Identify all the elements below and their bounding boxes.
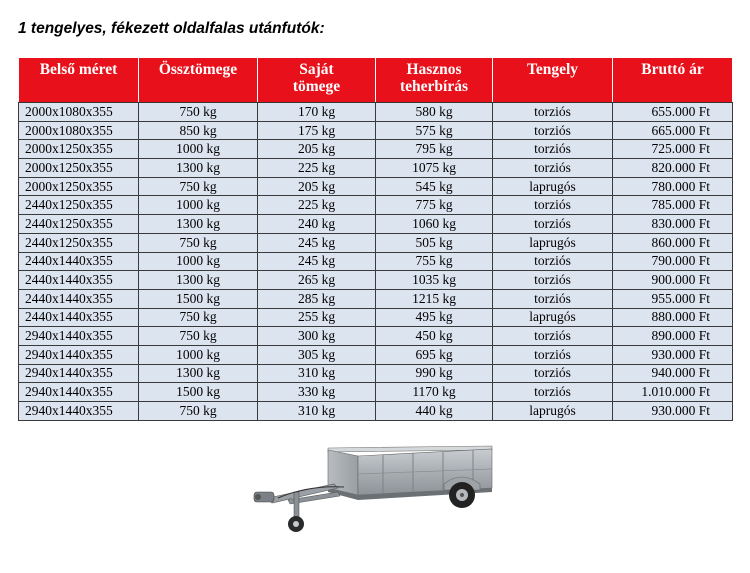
cell-hasznos-teherbiras: 1215 kg (376, 289, 493, 308)
cell-hasznos-teherbiras: 580 kg (376, 103, 493, 122)
cell-brutto-ar: 1.010.000 Ft (613, 383, 733, 402)
table-row (19, 177, 733, 196)
cell-ossztomege: 750 kg (139, 177, 258, 196)
cell-brutto-ar: 955.000 Ft (613, 289, 733, 308)
cell-ossztomege: 750 kg (139, 402, 258, 421)
cell-tengely: torziós (493, 103, 613, 122)
table-row (19, 402, 733, 421)
cell-brutto-ar: 880.000 Ft (613, 308, 733, 327)
cell-ossztomege: 1500 kg (139, 383, 258, 402)
cell-tengely: torziós (493, 196, 613, 215)
cell-tengely: torziós (493, 140, 613, 159)
table-row (19, 308, 733, 327)
cell-sajat-tomege: 245 kg (258, 252, 376, 271)
cell-brutto-ar: 930.000 Ft (613, 345, 733, 364)
cell-sajat-tomege: 305 kg (258, 345, 376, 364)
cell-tengely: torziós (493, 159, 613, 178)
cell-belso-meret: 2440x1250x355 (19, 233, 139, 252)
cell-brutto-ar: 665.000 Ft (613, 121, 733, 140)
cell-tengely: laprugós (493, 233, 613, 252)
cell-ossztomege: 1500 kg (139, 289, 258, 308)
cell-brutto-ar: 900.000 Ft (613, 271, 733, 290)
header-sajat-tomege: Saját tömege (258, 58, 376, 103)
cell-brutto-ar: 820.000 Ft (613, 159, 733, 178)
cell-hasznos-teherbiras: 495 kg (376, 308, 493, 327)
cell-sajat-tomege: 310 kg (258, 364, 376, 383)
table-row (19, 159, 733, 178)
cell-hasznos-teherbiras: 505 kg (376, 233, 493, 252)
cell-ossztomege: 1000 kg (139, 345, 258, 364)
cell-hasznos-teherbiras: 1170 kg (376, 383, 493, 402)
cell-belso-meret: 2000x1250x355 (19, 177, 139, 196)
table-row (19, 327, 733, 346)
cell-tengely: laprugós (493, 402, 613, 421)
header-ossztomege: Össztömege (139, 58, 258, 103)
cell-sajat-tomege: 265 kg (258, 271, 376, 290)
cell-belso-meret: 2440x1440x355 (19, 252, 139, 271)
cell-ossztomege: 1000 kg (139, 140, 258, 159)
cell-sajat-tomege: 330 kg (258, 383, 376, 402)
cell-ossztomege: 750 kg (139, 103, 258, 122)
cell-ossztomege: 1000 kg (139, 252, 258, 271)
cell-belso-meret: 2000x1250x355 (19, 140, 139, 159)
table-row (19, 196, 733, 215)
cell-hasznos-teherbiras: 545 kg (376, 177, 493, 196)
cell-hasznos-teherbiras: 990 kg (376, 364, 493, 383)
cell-ossztomege: 750 kg (139, 233, 258, 252)
cell-brutto-ar: 790.000 Ft (613, 252, 733, 271)
cell-sajat-tomege: 170 kg (258, 103, 376, 122)
cell-ossztomege: 750 kg (139, 327, 258, 346)
header-hasznos-teherbiras: Hasznos teherbírás (376, 58, 493, 103)
cell-sajat-tomege: 205 kg (258, 177, 376, 196)
cell-brutto-ar: 655.000 Ft (613, 103, 733, 122)
cell-sajat-tomege: 175 kg (258, 121, 376, 140)
header-brutto-ar: Bruttó ár (613, 58, 733, 103)
header-belso-meret: Belső méret (19, 58, 139, 103)
cell-sajat-tomege: 310 kg (258, 402, 376, 421)
cell-tengely: torziós (493, 327, 613, 346)
cell-hasznos-teherbiras: 695 kg (376, 345, 493, 364)
price-table (18, 57, 733, 421)
cell-ossztomege: 1300 kg (139, 159, 258, 178)
table-row (19, 140, 733, 159)
cell-tengely: torziós (493, 252, 613, 271)
cell-ossztomege: 1300 kg (139, 215, 258, 234)
cell-brutto-ar: 780.000 Ft (613, 177, 733, 196)
cell-belso-meret: 2440x1440x355 (19, 271, 139, 290)
cell-ossztomege: 1000 kg (139, 196, 258, 215)
cell-hasznos-teherbiras: 1075 kg (376, 159, 493, 178)
table-row (19, 289, 733, 308)
cell-tengely: torziós (493, 215, 613, 234)
cell-hasznos-teherbiras: 1035 kg (376, 271, 493, 290)
cell-hasznos-teherbiras: 575 kg (376, 121, 493, 140)
table-row (19, 121, 733, 140)
table-row (19, 103, 733, 122)
table-row (19, 271, 733, 290)
cell-belso-meret: 2940x1440x355 (19, 402, 139, 421)
cell-sajat-tomege: 240 kg (258, 215, 376, 234)
table-header-row (19, 58, 733, 103)
cell-hasznos-teherbiras: 450 kg (376, 327, 493, 346)
cell-tengely: torziós (493, 345, 613, 364)
cell-tengely: torziós (493, 289, 613, 308)
cell-belso-meret: 2940x1440x355 (19, 364, 139, 383)
cell-hasznos-teherbiras: 795 kg (376, 140, 493, 159)
cell-brutto-ar: 785.000 Ft (613, 196, 733, 215)
page-title: 1 tengelyes, fékezett oldalfalas utánfutók: (18, 20, 325, 37)
cell-sajat-tomege: 285 kg (258, 289, 376, 308)
cell-brutto-ar: 830.000 Ft (613, 215, 733, 234)
cell-belso-meret: 2440x1440x355 (19, 289, 139, 308)
cell-tengely: torziós (493, 121, 613, 140)
cell-hasznos-teherbiras: 1060 kg (376, 215, 493, 234)
cell-sajat-tomege: 205 kg (258, 140, 376, 159)
trailer-photo-icon (248, 440, 498, 540)
cell-ossztomege: 1300 kg (139, 271, 258, 290)
cell-hasznos-teherbiras: 775 kg (376, 196, 493, 215)
table-row (19, 233, 733, 252)
cell-belso-meret: 2440x1250x355 (19, 215, 139, 234)
table-row (19, 215, 733, 234)
cell-belso-meret: 2940x1440x355 (19, 383, 139, 402)
cell-tengely: torziós (493, 271, 613, 290)
cell-belso-meret: 2940x1440x355 (19, 345, 139, 364)
header-tengely: Tengely (493, 58, 613, 103)
cell-ossztomege: 750 kg (139, 308, 258, 327)
cell-brutto-ar: 890.000 Ft (613, 327, 733, 346)
table-row (19, 383, 733, 402)
cell-sajat-tomege: 225 kg (258, 196, 376, 215)
cell-tengely: torziós (493, 383, 613, 402)
cell-tengely: torziós (493, 364, 613, 383)
table-row (19, 364, 733, 383)
cell-brutto-ar: 940.000 Ft (613, 364, 733, 383)
cell-tengely: laprugós (493, 177, 613, 196)
cell-brutto-ar: 725.000 Ft (613, 140, 733, 159)
cell-belso-meret: 2440x1250x355 (19, 196, 139, 215)
cell-belso-meret: 2000x1080x355 (19, 103, 139, 122)
cell-hasznos-teherbiras: 440 kg (376, 402, 493, 421)
cell-sajat-tomege: 255 kg (258, 308, 376, 327)
cell-hasznos-teherbiras: 755 kg (376, 252, 493, 271)
cell-sajat-tomege: 245 kg (258, 233, 376, 252)
cell-sajat-tomege: 225 kg (258, 159, 376, 178)
table-row (19, 345, 733, 364)
cell-belso-meret: 2000x1250x355 (19, 159, 139, 178)
cell-belso-meret: 2440x1440x355 (19, 308, 139, 327)
cell-tengely: laprugós (493, 308, 613, 327)
cell-ossztomege: 1300 kg (139, 364, 258, 383)
table-row (19, 252, 733, 271)
cell-brutto-ar: 860.000 Ft (613, 233, 733, 252)
cell-ossztomege: 850 kg (139, 121, 258, 140)
cell-brutto-ar: 930.000 Ft (613, 402, 733, 421)
cell-sajat-tomege: 300 kg (258, 327, 376, 346)
cell-belso-meret: 2940x1440x355 (19, 327, 139, 346)
cell-belso-meret: 2000x1080x355 (19, 121, 139, 140)
